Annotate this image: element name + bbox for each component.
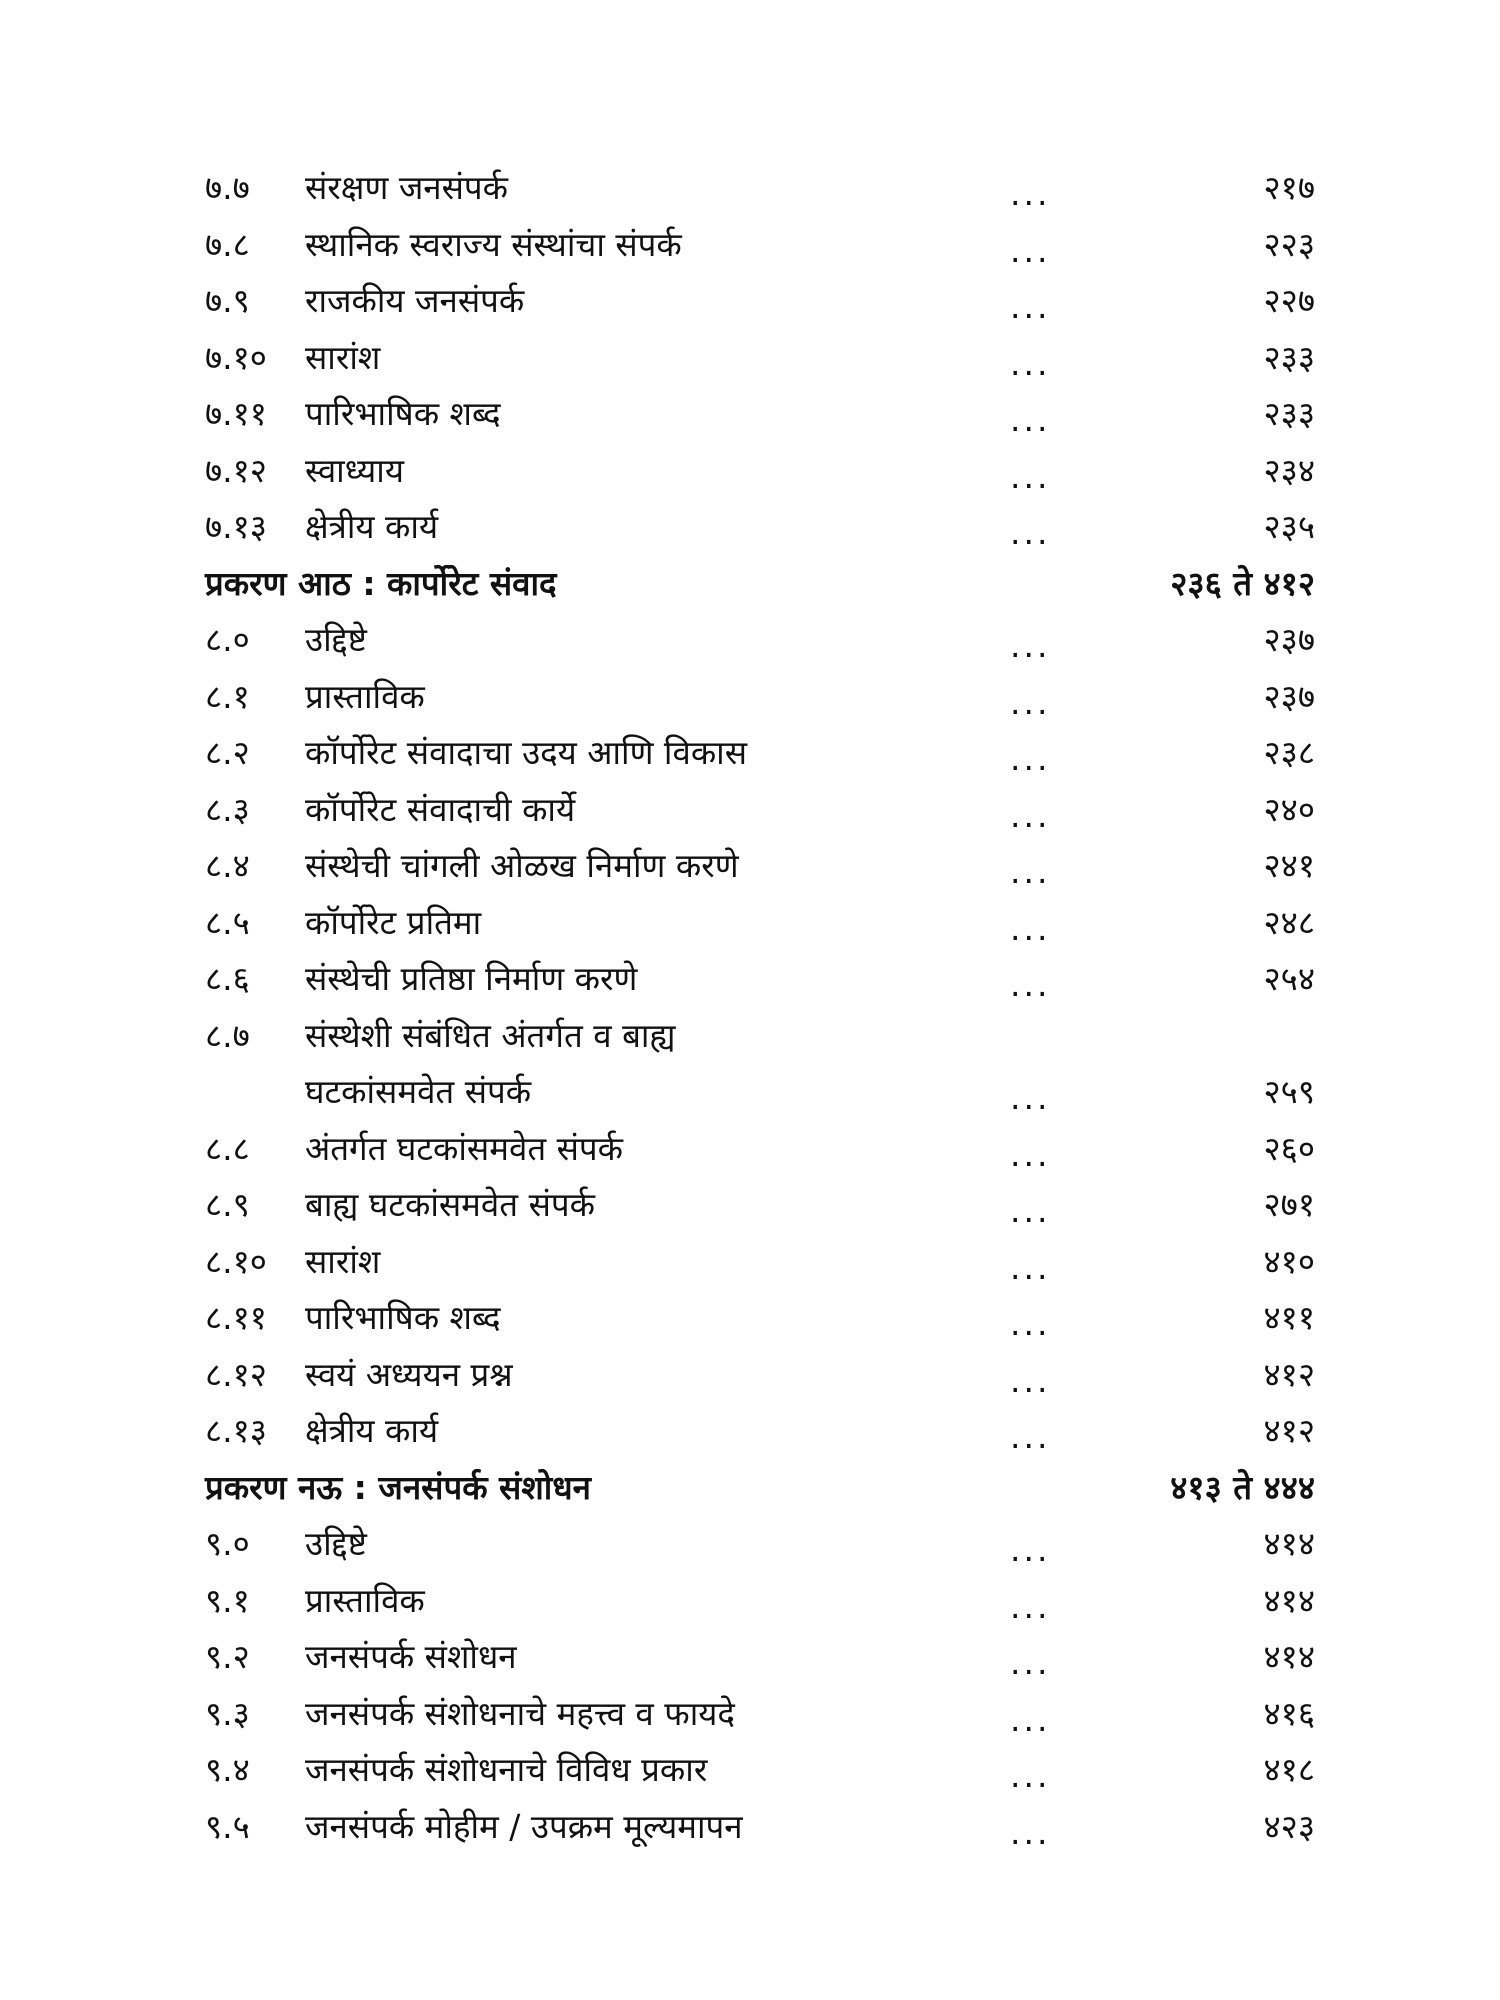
section-title: स्वाध्याय	[305, 450, 404, 490]
toc-entry-row	[205, 1573, 1315, 1630]
toc-entry-row	[205, 499, 1315, 556]
section-title: स्थानिक स्वराज्य संस्थांचा संपर्क	[305, 224, 682, 264]
section-title: प्रास्ताविक	[305, 1580, 425, 1620]
chapter-page-range: २३६ ते ४१२	[1170, 563, 1315, 603]
leader-dots: ...	[1010, 1304, 1051, 1343]
chapter-title: प्रकरण आठ : कार्पोरेट संवाद	[205, 563, 557, 603]
page-number: ४२३	[1263, 1806, 1315, 1846]
page-number: २२३	[1263, 224, 1315, 264]
toc-entry-row	[205, 951, 1315, 1008]
section-title: जनसंपर्क संशोधनाचे महत्त्व व फायदे	[305, 1693, 735, 1733]
page-number: २७१	[1263, 1185, 1315, 1224]
leader-dots: ...	[1010, 1247, 1051, 1287]
toc-entry-row	[205, 1629, 1315, 1686]
section-title: घटकांसमवेत संपर्क	[305, 1072, 532, 1111]
page-number: ४१६	[1263, 1693, 1315, 1733]
leader-dots: ...	[1010, 513, 1051, 552]
section-title: संस्थेची प्रतिष्ठा निर्माण करणे	[305, 959, 638, 998]
chapter-heading-row	[205, 556, 1315, 613]
toc-entry-row	[205, 725, 1315, 782]
toc-entry-row	[205, 1008, 1315, 1065]
section-number: ८.१२	[205, 1354, 267, 1394]
section-title: उद्दिष्टे	[305, 620, 367, 659]
page-number: २४०	[1263, 789, 1315, 829]
section-number: ७.१२	[205, 450, 267, 490]
section-number: ८.६	[205, 959, 250, 998]
section-number: ७.११	[205, 394, 267, 433]
toc-entry-row	[205, 1686, 1315, 1743]
toc-entry-row	[205, 1347, 1315, 1404]
section-title: कॉर्पोरेट प्रतिमा	[305, 902, 482, 942]
page-number: २३५	[1263, 507, 1315, 546]
toc-entry-row	[205, 669, 1315, 726]
page-number: २३४	[1263, 450, 1315, 490]
leader-dots: ...	[1010, 343, 1051, 383]
toc-entry-row	[205, 160, 1315, 217]
section-number: ७.८	[205, 224, 250, 264]
toc-entry-row	[205, 895, 1315, 952]
toc-entry-row	[205, 386, 1315, 443]
page-number: ४१८	[1263, 1750, 1315, 1789]
leader-dots: ...	[1010, 1134, 1051, 1174]
section-title: क्षेत्रीय कार्य	[305, 507, 439, 546]
toc-entry-row	[205, 330, 1315, 387]
page-number: ४१४	[1263, 1524, 1315, 1563]
section-title: पारिभाषिक शब्द	[305, 1298, 501, 1337]
toc-entry-row	[205, 1234, 1315, 1291]
toc-entry-row	[205, 1516, 1315, 1573]
leader-dots: ...	[1010, 287, 1051, 326]
page-number: २४१	[1263, 846, 1315, 885]
section-number: ७.१०	[205, 337, 267, 377]
leader-dots: ...	[1010, 1191, 1051, 1230]
section-number: ८.५	[205, 902, 250, 942]
page-number: ४१०	[1263, 1241, 1315, 1281]
section-number: ८.२	[205, 733, 250, 772]
leader-dots: ...	[1010, 1417, 1051, 1456]
page-number: २३८	[1263, 733, 1315, 772]
section-number: ७.१३	[205, 507, 267, 546]
toc-entry-row	[205, 838, 1315, 895]
section-title: जनसंपर्क संशोधनाचे विविध प्रकार	[305, 1750, 708, 1789]
page-number: २२७	[1263, 281, 1315, 320]
page-number: ४१२	[1263, 1411, 1315, 1450]
section-number: ९.५	[205, 1806, 250, 1846]
toc-entry-row	[205, 443, 1315, 500]
leader-dots: ...	[1010, 230, 1051, 270]
page-number: २५९	[1263, 1072, 1315, 1111]
toc-entry-row	[205, 273, 1315, 330]
page-number: २३३	[1263, 394, 1315, 433]
section-number: ९.४	[205, 1750, 250, 1789]
section-title: प्रास्ताविक	[305, 676, 425, 716]
section-title: राजकीय जनसंपर्क	[305, 281, 525, 320]
section-number: ८.१	[205, 676, 250, 716]
page-number: २४८	[1263, 902, 1315, 942]
section-number: ९.०	[205, 1524, 250, 1563]
toc-entry-row	[205, 1799, 1315, 1856]
toc-entry-row	[205, 782, 1315, 839]
leader-dots: ...	[1010, 400, 1051, 439]
chapter-page-range: ४१३ ते ४४४	[1170, 1467, 1315, 1507]
chapter-title: प्रकरण नऊ : जनसंपर्क संशोधन	[205, 1467, 591, 1507]
toc-entry-row	[205, 1177, 1315, 1234]
leader-dots: ...	[1010, 682, 1051, 722]
section-number: ८.११	[205, 1298, 267, 1337]
leader-dots: ...	[1010, 1756, 1051, 1795]
section-title: जनसंपर्क मोहीम / उपक्रम मूल्यमापन	[305, 1806, 743, 1846]
leader-dots: ...	[1010, 1360, 1051, 1400]
section-number: ७.९	[205, 281, 250, 320]
leader-dots: ...	[1010, 1586, 1051, 1626]
section-number: ७.७	[205, 168, 250, 207]
leader-dots: ...	[1010, 965, 1051, 1004]
leader-dots: ...	[1010, 1812, 1051, 1852]
leader-dots: ...	[1010, 852, 1051, 891]
section-title: संस्थेशी संबंधित अंतर्गत व बाह्य	[305, 1015, 676, 1055]
section-title: संस्थेची चांगली ओळख निर्माण करणे	[305, 846, 739, 885]
chapter-heading-row	[205, 1460, 1315, 1517]
page-number: ४१४	[1263, 1637, 1315, 1676]
page-number: ४१४	[1263, 1580, 1315, 1620]
page-number: २५४	[1263, 959, 1315, 998]
page-number: २१७	[1263, 168, 1315, 207]
page-number: २३३	[1263, 337, 1315, 377]
section-title: उद्दिष्टे	[305, 1524, 367, 1563]
section-number: ८.४	[205, 846, 250, 885]
toc-entry-row	[205, 1290, 1315, 1347]
leader-dots: ...	[1010, 795, 1051, 835]
section-number: ९.३	[205, 1693, 250, 1733]
leader-dots: ...	[1010, 1078, 1051, 1117]
section-title: अंतर्गत घटकांसमवेत संपर्क	[305, 1128, 624, 1168]
section-number: ८.८	[205, 1128, 250, 1168]
section-number: ९.१	[205, 1580, 250, 1620]
toc-entry-row	[205, 217, 1315, 274]
leader-dots: ...	[1010, 174, 1051, 213]
section-title: स्वयं अध्ययन प्रश्न	[305, 1354, 513, 1394]
section-number: ८.७	[205, 1015, 250, 1055]
leader-dots: ...	[1010, 1699, 1051, 1739]
toc-entry-row	[205, 612, 1315, 669]
toc-entry-row	[205, 1742, 1315, 1799]
section-number: ८.१०	[205, 1241, 267, 1281]
section-number: ९.२	[205, 1637, 250, 1676]
toc-entry-row	[205, 1403, 1315, 1460]
section-title: कॉर्पोरेट संवादाचा उदय आणि विकास	[305, 733, 748, 772]
page-number: ४१२	[1263, 1354, 1315, 1394]
leader-dots: ...	[1010, 1643, 1051, 1682]
page-number: २६०	[1263, 1128, 1315, 1168]
section-number: ८.९	[205, 1185, 250, 1224]
section-title: सारांश	[305, 1241, 381, 1281]
leader-dots: ...	[1010, 456, 1051, 496]
leader-dots: ...	[1010, 1530, 1051, 1569]
leader-dots: ...	[1010, 739, 1051, 778]
toc-entry-row	[205, 1064, 1315, 1121]
section-title: संरक्षण जनसंपर्क	[305, 168, 509, 207]
section-number: ८.१३	[205, 1411, 267, 1450]
section-title: सारांश	[305, 337, 381, 377]
leader-dots: ...	[1010, 908, 1051, 948]
section-title: कॉर्पोरेट संवादाची कार्ये	[305, 789, 576, 829]
section-title: क्षेत्रीय कार्य	[305, 1411, 439, 1450]
toc-entry-row	[205, 1121, 1315, 1178]
section-title: जनसंपर्क संशोधन	[305, 1637, 517, 1676]
page-number: ४११	[1263, 1298, 1315, 1337]
leader-dots: ...	[1010, 626, 1051, 665]
section-number: ८.३	[205, 789, 250, 829]
section-number: ८.०	[205, 620, 250, 659]
section-title: पारिभाषिक शब्द	[305, 394, 501, 433]
page-number: २३७	[1263, 620, 1315, 659]
page-number: २३७	[1263, 676, 1315, 716]
table-of-contents	[205, 160, 1315, 1855]
section-title: बाह्य घटकांसमवेत संपर्क	[305, 1185, 595, 1224]
